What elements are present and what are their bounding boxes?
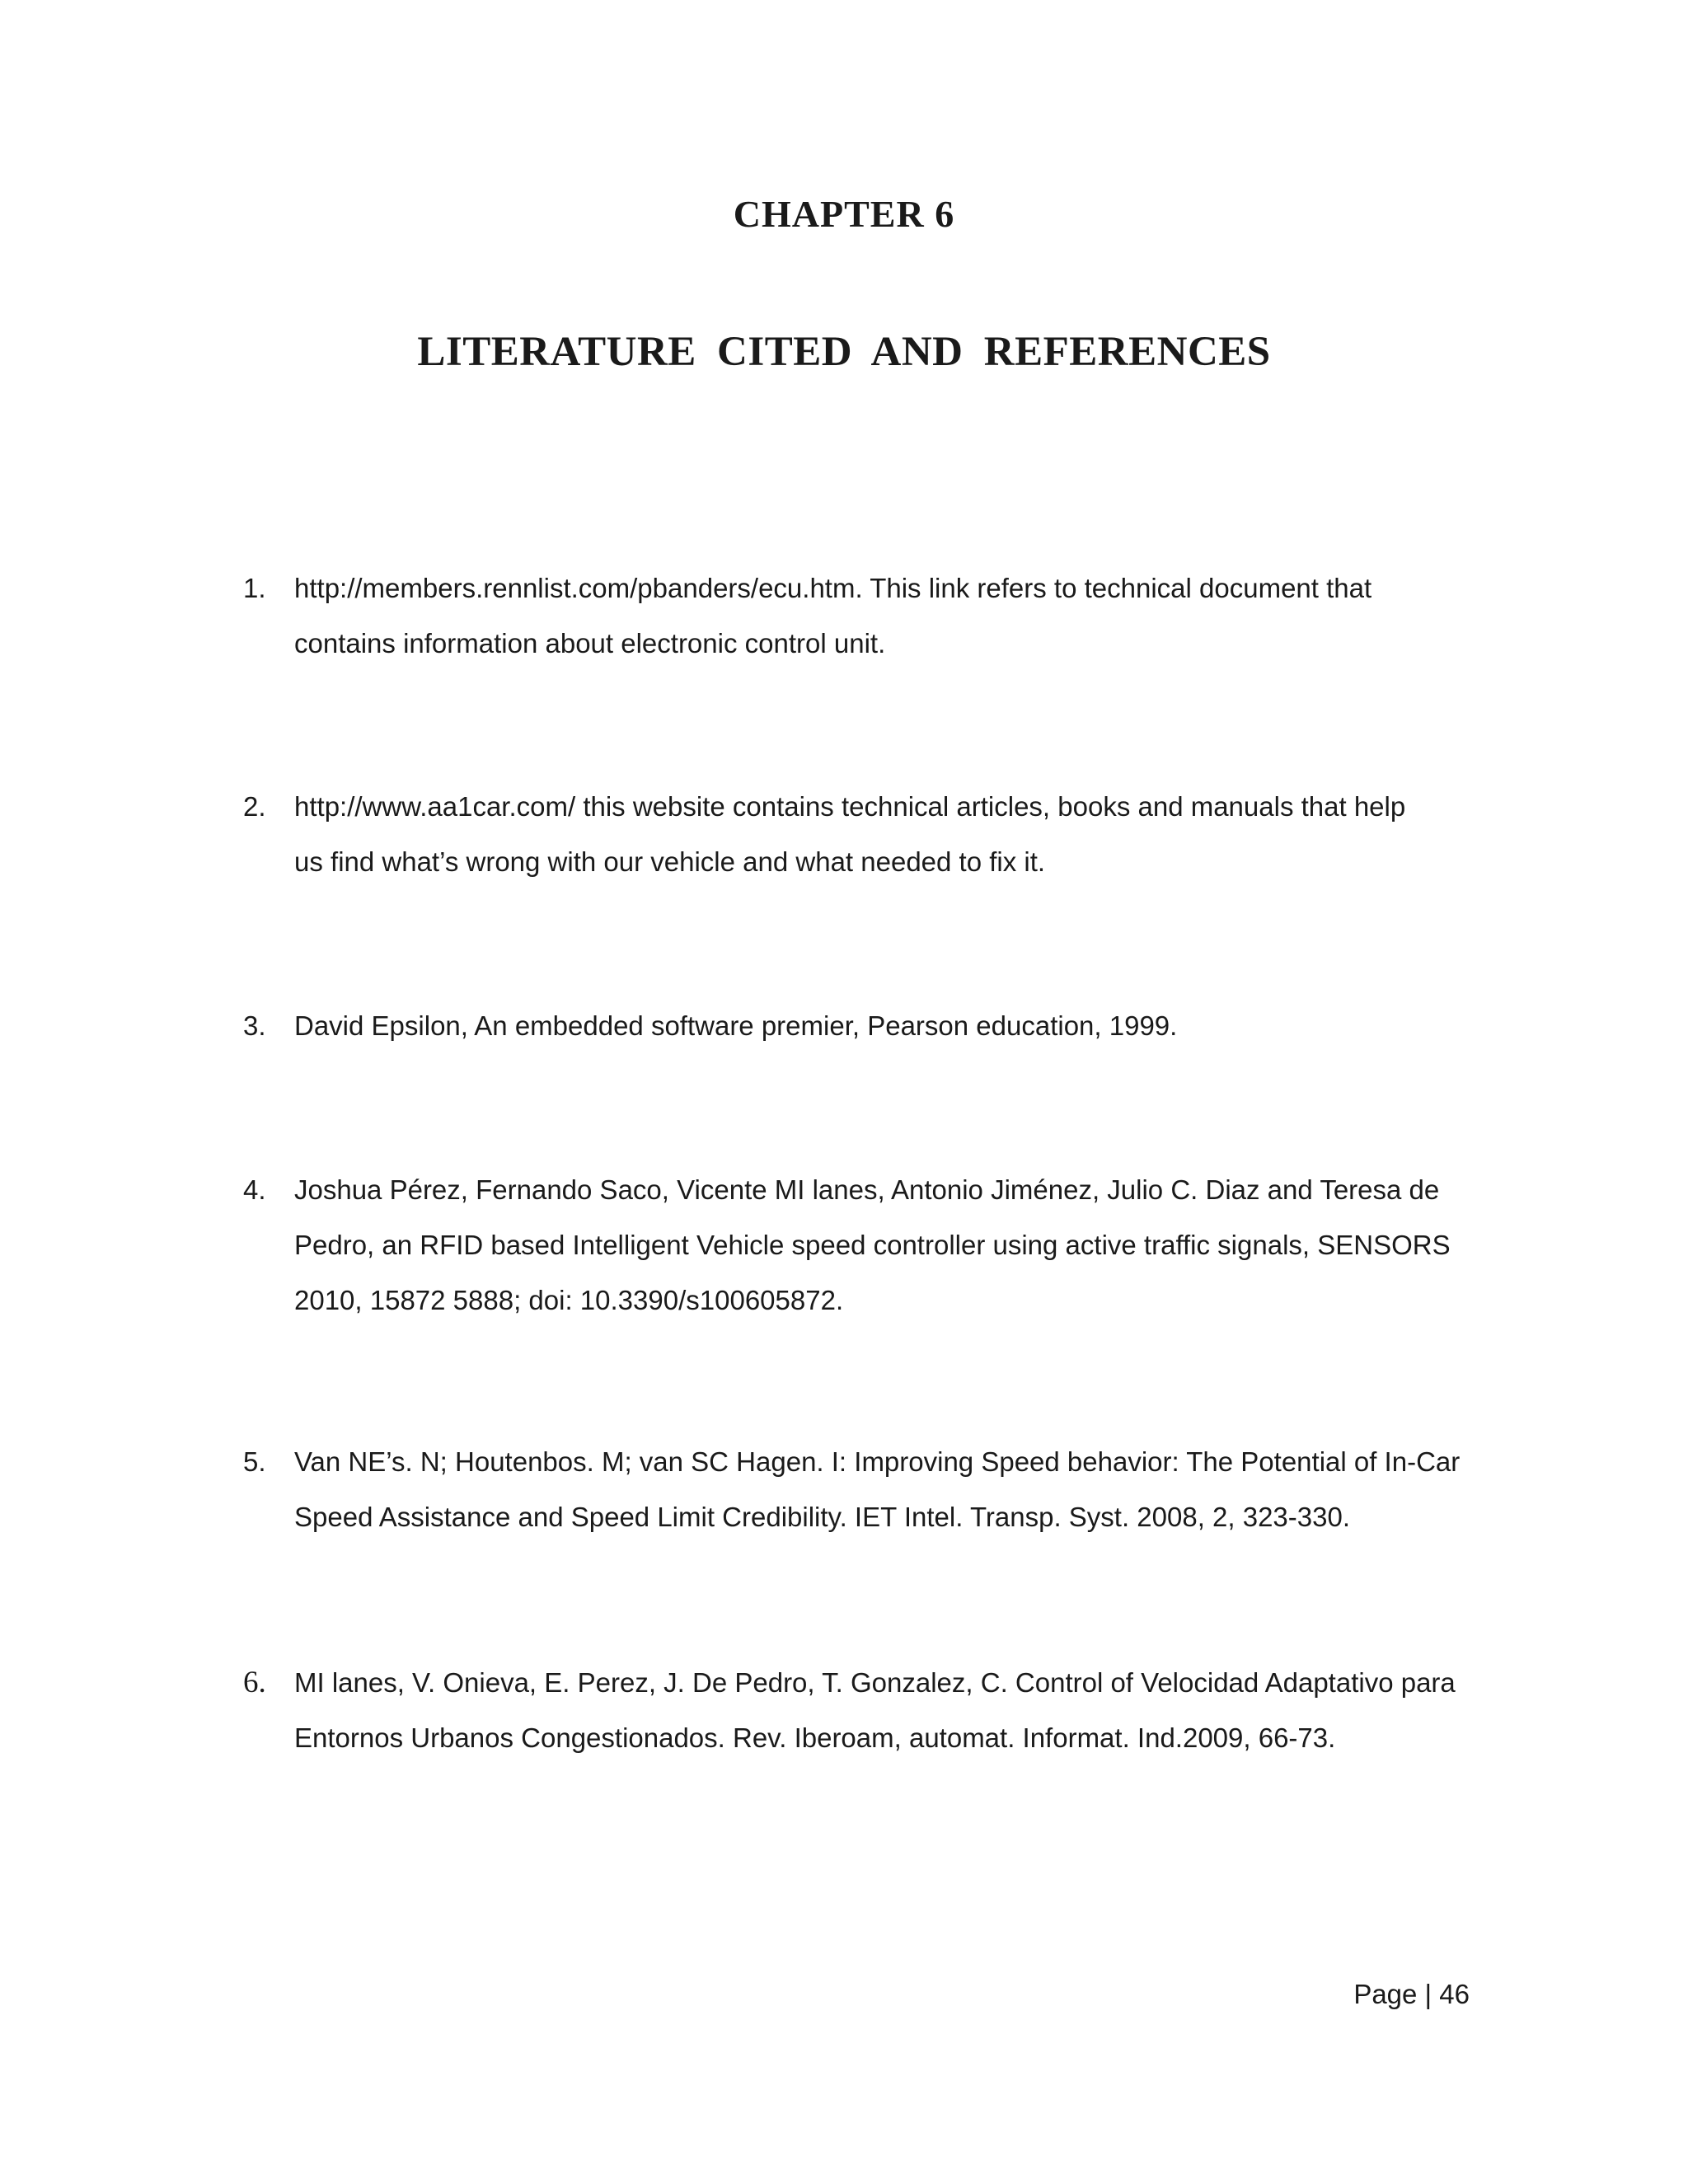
reference-line: contains information about electronic control unit.: [294, 628, 886, 658]
section-heading: LITERATURE CITED AND REFERENCES: [417, 329, 1271, 375]
reference-line: Joshua Pérez, Fernando Saco, Vicente MI lanes, Antonio Jiménez, Julio C. Diaz and Teresa de: [294, 1174, 1440, 1205]
reference-line: us find what’s wrong with our vehicle and what needed to fix it.: [294, 846, 1046, 877]
reference-text: [294, 779, 1473, 889]
reference-text: [294, 998, 1473, 1053]
reference-text: [294, 1434, 1473, 1544]
reference-line: http://www.aa1car.com/ this website contains technical articles, books and manuals that help: [294, 791, 1406, 822]
reference-line: Pedro, an RFID based Intelligent Vehicle speed controller using active traffic signals, SENSORS: [294, 1230, 1451, 1260]
reference-text: [294, 1655, 1473, 1765]
page-number-footer: Page | 46: [1353, 1979, 1470, 2009]
reference-number: 5.: [243, 1446, 266, 1477]
reference-line: MI lanes, V. Onieva, E. Perez, J. De Pedro, T. Gonzalez, C. Control of Velocidad Adaptativo para: [294, 1667, 1456, 1698]
reference-number: 4.: [243, 1174, 266, 1205]
reference-number: 6.: [243, 1666, 266, 1699]
reference-line: Speed Assistance and Speed Limit Credibility. IET Intel. Transp. Syst. 2008, 2, 323-330.: [294, 1502, 1351, 1532]
reference-line: http://members.rennlist.com/pbanders/ecu.htm. This link refers to technical document that: [294, 573, 1372, 603]
reference-number: 3.: [243, 1010, 266, 1041]
reference-line: Entornos Urbanos Congestionados. Rev. Iberoam, automat. Informat. Ind.2009, 66-73.: [294, 1722, 1336, 1753]
reference-line: 2010, 15872 5888; doi: 10.3390/s100605872.: [294, 1285, 844, 1315]
reference-text: [294, 1162, 1473, 1328]
reference-line: David Epsilon, An embedded software premier, Pearson education, 1999.: [294, 1010, 1178, 1041]
chapter-title: CHAPTER 6: [733, 193, 955, 235]
reference-line: Van NE’s. N; Houtenbos. M; van SC Hagen. I: Improving Speed behavior: The Potential of In-Car: [294, 1446, 1461, 1477]
reference-text: [294, 560, 1473, 671]
reference-number: 2.: [243, 791, 266, 822]
reference-number: 1.: [243, 573, 266, 603]
